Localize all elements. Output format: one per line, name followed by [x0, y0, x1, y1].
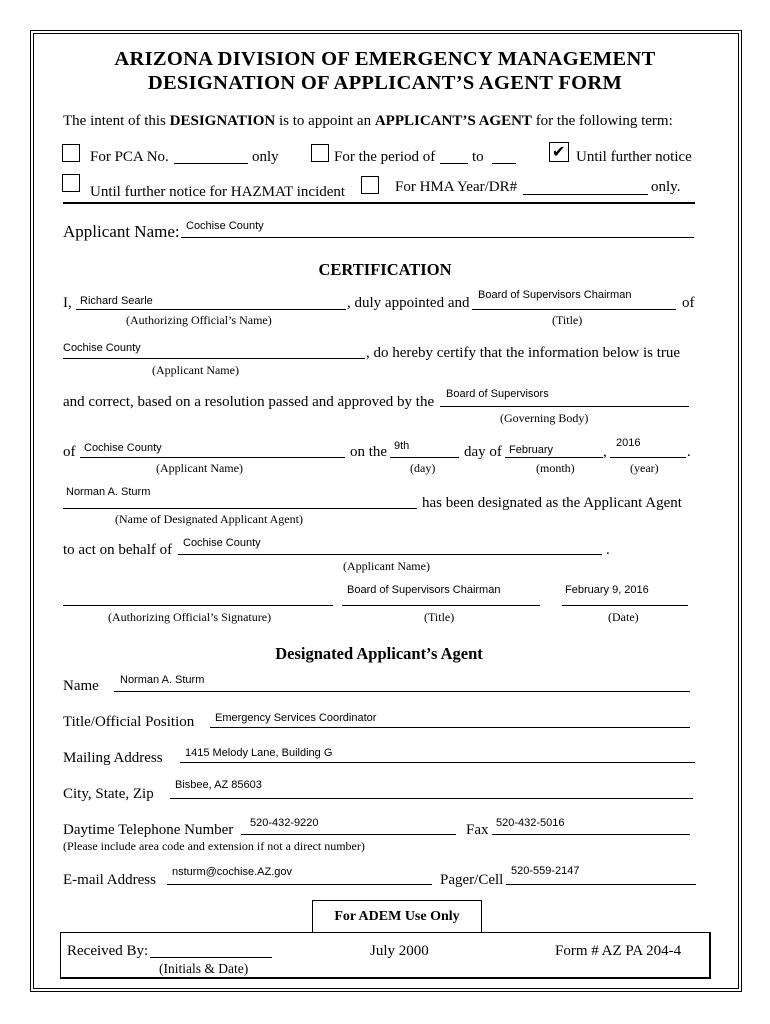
applicant-name-field-2[interactable] [63, 358, 365, 359]
caption-applicant-name-3: (Applicant Name) [343, 559, 430, 573]
city-state-zip-value[interactable]: Bisbee, AZ 85603 [175, 779, 262, 791]
signature-date-field[interactable] [562, 605, 688, 606]
agent-name-input-line[interactable] [114, 691, 690, 692]
official-name-value[interactable]: Richard Searle [80, 295, 153, 307]
phone-note: (Please include area code and extension if not a direct number) [63, 839, 365, 853]
signature-title-field[interactable] [342, 605, 540, 606]
agent-name-label: Name [63, 678, 99, 694]
year-value[interactable]: 2016 [616, 437, 641, 449]
cert-of-label-2: of [63, 444, 76, 460]
caption-date: (Date) [608, 610, 639, 624]
pager-field[interactable] [506, 884, 696, 885]
certify-text: , do hereby certify that the information below is true [366, 345, 681, 361]
adem-use-label: For ADEM Use Only [312, 900, 482, 933]
phone-label: Daytime Telephone Number [63, 822, 234, 838]
signature-title-value[interactable]: Board of Supervisors Chairman [347, 584, 501, 596]
caption-year: (year) [630, 461, 659, 475]
applicant-name-value-3[interactable]: Cochise County [84, 442, 162, 454]
certification-heading: CERTIFICATION [318, 260, 452, 279]
signature-date-value[interactable]: February 9, 2016 [565, 584, 649, 596]
agent-title-value[interactable]: Emergency Services Coordinator [215, 712, 377, 724]
pager-label: Pager/Cell [440, 872, 504, 888]
official-name-field[interactable] [76, 309, 346, 310]
agent-name-input-value[interactable]: Norman A. Sturm [120, 674, 205, 686]
received-by-label: Received By: [67, 943, 149, 959]
resolution-text: and correct, based on a resolution passed and approved by the [63, 394, 435, 410]
phone-field[interactable] [241, 834, 456, 835]
hma-label: For HMA Year/DR# [395, 179, 518, 195]
form-title-line1: ARIZONA DIVISION OF EMERGENCY MANAGEMENT [114, 48, 656, 70]
on-the-text: on the [350, 444, 388, 460]
caption-title: (Title) [552, 313, 583, 327]
caption-applicant-name: (Applicant Name) [152, 363, 239, 377]
date-comma: , [603, 444, 607, 460]
designated-text: has been designated as the Applicant Agent [422, 495, 682, 511]
email-value[interactable]: nsturm@cochise.AZ.gov [172, 866, 292, 878]
official-title-field[interactable] [472, 309, 676, 310]
mailing-address-value[interactable]: 1415 Melody Lane, Building G [185, 747, 333, 759]
email-field[interactable] [167, 884, 432, 885]
governing-body-field[interactable] [440, 406, 689, 407]
form-number: Form # AZ PA 204-4 [555, 943, 682, 959]
caption-applicant-name-2: (Applicant Name) [156, 461, 243, 475]
caption-month: (month) [536, 461, 575, 475]
fax-value[interactable]: 520-432-5016 [496, 817, 565, 829]
agent-title-field[interactable] [210, 727, 690, 728]
hma-only-label: only. [651, 179, 681, 195]
intent-middle: is to appoint an [275, 113, 375, 129]
governing-body-value[interactable]: Board of Supervisors [446, 388, 549, 400]
caption-signature: (Authorizing Official’s Signature) [108, 610, 272, 624]
period-start-field[interactable] [440, 163, 468, 164]
behalf-text: to act on behalf of [63, 542, 173, 558]
intent-agent: APPLICANT’S AGENT [374, 113, 532, 129]
agent-name-value[interactable]: Norman A. Sturm [66, 486, 151, 498]
day-field[interactable] [390, 457, 459, 458]
intent-prefix: The intent of this [63, 113, 170, 129]
email-label: E-mail Address [63, 872, 156, 888]
applicant-name-field-4[interactable] [178, 554, 602, 555]
pca-label: For PCA No. [90, 149, 169, 165]
cert-of-label: of [682, 295, 695, 311]
intent-suffix: for the following term: [531, 113, 673, 129]
until-further-notice-label: Until further notice [576, 149, 692, 165]
applicant-name-value-2[interactable]: Cochise County [63, 342, 141, 354]
hma-checkbox[interactable] [361, 176, 379, 194]
pca-only-label: only [252, 149, 279, 165]
phone-value[interactable]: 520-432-9220 [250, 817, 319, 829]
intent-designation: DESIGNATION [169, 113, 276, 129]
signature-field[interactable] [63, 605, 333, 606]
date-period: . [687, 444, 691, 460]
caption-agent-name: (Name of Designated Applicant Agent) [115, 512, 303, 526]
applicant-name-field[interactable] [181, 237, 694, 238]
mailing-address-field[interactable] [180, 762, 695, 763]
fax-label: Fax [466, 822, 489, 838]
until-further-notice-checkbox[interactable] [549, 142, 569, 162]
applicant-name-value-4[interactable]: Cochise County [183, 537, 261, 549]
intent-statement [63, 113, 673, 130]
check-mark-icon: ✔ [552, 144, 566, 161]
received-by-field[interactable] [150, 957, 272, 958]
agent-title-label: Title/Official Position [63, 714, 195, 730]
initials-date-caption: (Initials & Date) [159, 961, 249, 976]
period-end-field[interactable] [492, 163, 516, 164]
city-state-zip-field[interactable] [170, 798, 693, 799]
duly-appointed-text: , duly appointed and [347, 295, 470, 311]
hazmat-checkbox[interactable] [62, 174, 80, 192]
section-divider [63, 202, 695, 204]
hazmat-label: Until further notice for HAZMAT incident [90, 184, 346, 200]
revision-date: July 2000 [370, 943, 429, 959]
period-label: For the period of [334, 149, 436, 165]
city-state-zip-label: City, State, Zip [63, 786, 154, 802]
applicant-name-field-3[interactable] [80, 457, 345, 458]
agent-name-field[interactable] [63, 508, 417, 509]
caption-signature-title: (Title) [424, 610, 455, 624]
pca-checkbox[interactable] [62, 144, 80, 162]
official-title-value[interactable]: Board of Supervisors Chairman [478, 289, 632, 301]
period-to-label: to [472, 149, 484, 165]
day-value[interactable]: 9th [394, 440, 410, 452]
behalf-period: . [606, 542, 610, 558]
cert-i-label: I, [63, 295, 72, 311]
year-field[interactable] [610, 457, 686, 458]
form-title-line2: DESIGNATION OF APPLICANT’S AGENT FORM [147, 72, 623, 94]
month-field[interactable] [505, 457, 603, 458]
mailing-address-label: Mailing Address [63, 750, 163, 766]
caption-day: (day) [410, 461, 436, 475]
fax-field[interactable] [492, 834, 690, 835]
day-of-text: day of [464, 444, 502, 460]
applicant-name-label: Applicant Name: [63, 222, 180, 241]
caption-official-name: (Authorizing Official’s Name) [126, 313, 272, 327]
pager-value[interactable]: 520-559-2147 [511, 865, 580, 877]
caption-governing-body: (Governing Body) [500, 411, 589, 425]
applicant-name-value[interactable]: Cochise County [186, 220, 264, 232]
period-checkbox[interactable] [311, 144, 329, 162]
hma-number-field[interactable] [523, 194, 648, 195]
pca-number-field[interactable] [174, 163, 248, 164]
month-value[interactable]: February [509, 444, 554, 456]
agent-section-heading: Designated Applicant’s Agent [275, 644, 483, 663]
